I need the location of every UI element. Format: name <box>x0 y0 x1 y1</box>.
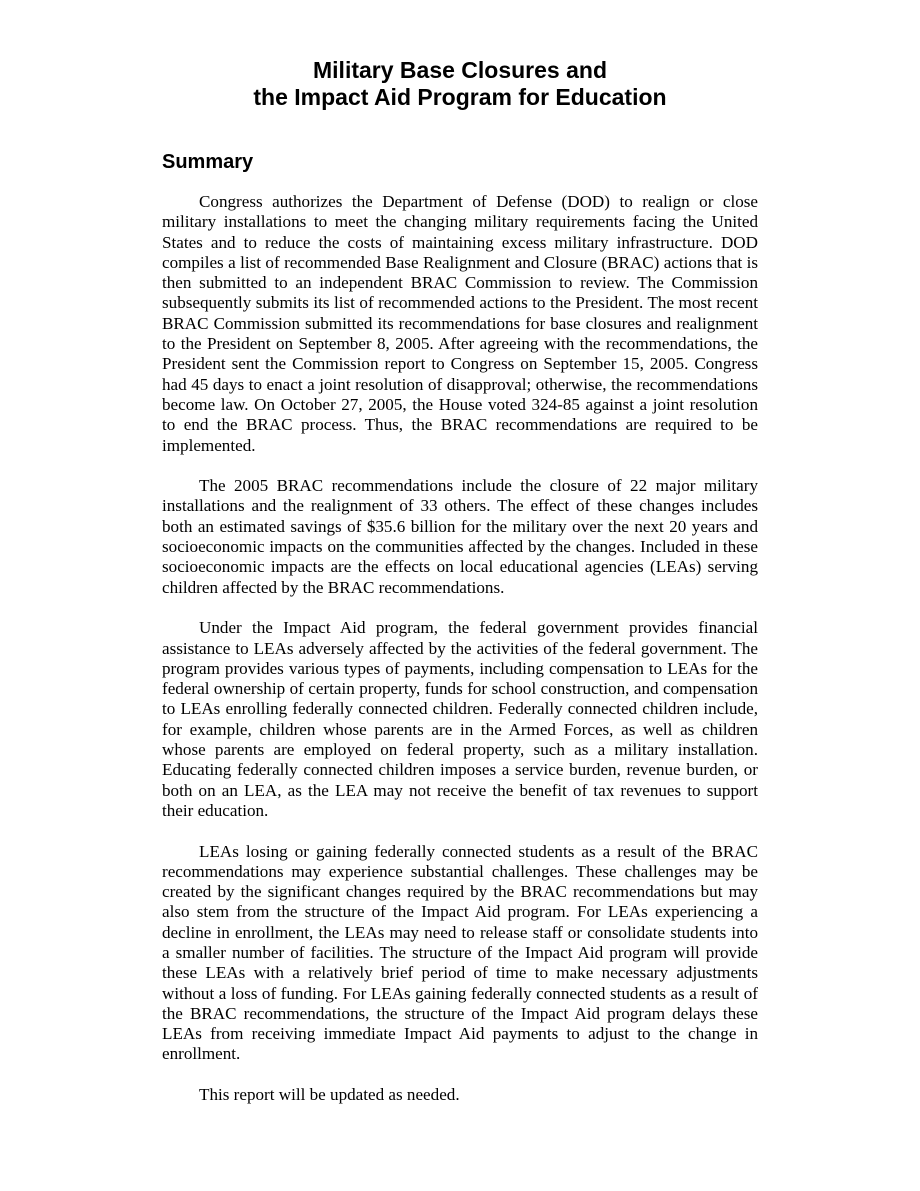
summary-heading: Summary <box>162 151 254 173</box>
summary-paragraph-5: This report will be updated as needed. <box>199 1085 460 1105</box>
document-page <box>162 0 758 1105</box>
summary-paragraph-1: Congress authorizes the Department of Defense (DOD) to realign or close military installations to meet the changing military requirements facing the United States and to reduce the costs of maintaining excess military infrastructure. DOD compiles a list of recommended Base Realignment and Closure (BRAC) actions that is then submitted to an independent BRAC Commission to review. The Commission subsequently submits its list of recommended actions to the President. The most recent BRAC Commission submitted its recommendations for base closures and realignment to the President on September 8, 2005. After agreeing with the recommendations, the President sent the Commission report to Congress on September 15, 2005. Congress had 45 days to enact a joint resolution of disapproval; otherwise, the recommendations become law. On October 27, 2005, the House voted 324-85 against a joint resolution to end the BRAC process. Thus, the BRAC recommendations are required to be implemented. <box>162 192 758 455</box>
summary-paragraph-2: The 2005 BRAC recommendations include the closure of 22 major military installations and the realignment of 33 others. The effect of these changes includes both an estimated savings of $35.6 billion for the military over the next 20 years and socioeconomic impacts on the communities affected by the changes. Included in these socioeconomic impacts are the effects on local educational agencies (LEAs) serving children affected by the BRAC recommendations. <box>162 476 758 597</box>
document-title <box>162 0 758 111</box>
title-line-1: Military Base Closures and <box>313 57 607 83</box>
summary-paragraph-3: Under the Impact Aid program, the federal government provides financial assistance to LEAs adversely affected by the activities of the federal government. The program provides various types of payments, including compensation to LEAs for the federal ownership of certain property, funds for school construction, and compensation to LEAs enrolling federally connected children. Federally connected children include, for example, children whose parents are in the Armed Forces, as well as children whose parents are employed on federal property, such as a military installation. Educating federally connected children imposes a service burden, revenue burden, or both on an LEA, as the LEA may not receive the benefit of tax revenues to support their education. <box>162 618 758 820</box>
title-line-2: the Impact Aid Program for Education <box>253 84 667 110</box>
summary-paragraph-4: LEAs losing or gaining federally connected students as a result of the BRAC recommendations may experience substantial challenges. These challenges may be created by the significant changes required by the BRAC recommendations but may also stem from the structure of the Impact Aid program. For LEAs experiencing a decline in enrollment, the LEAs may need to release staff or consolidate students into a smaller number of facilities. The structure of the Impact Aid program will provide these LEAs with a relatively brief period of time to make necessary adjustments without a loss of funding. For LEAs gaining federally connected students as a result of the BRAC recommendations, the structure of the Impact Aid program delays these LEAs from receiving immediate Impact Aid payments to adjust to the change in enrollment. <box>162 841 758 1064</box>
